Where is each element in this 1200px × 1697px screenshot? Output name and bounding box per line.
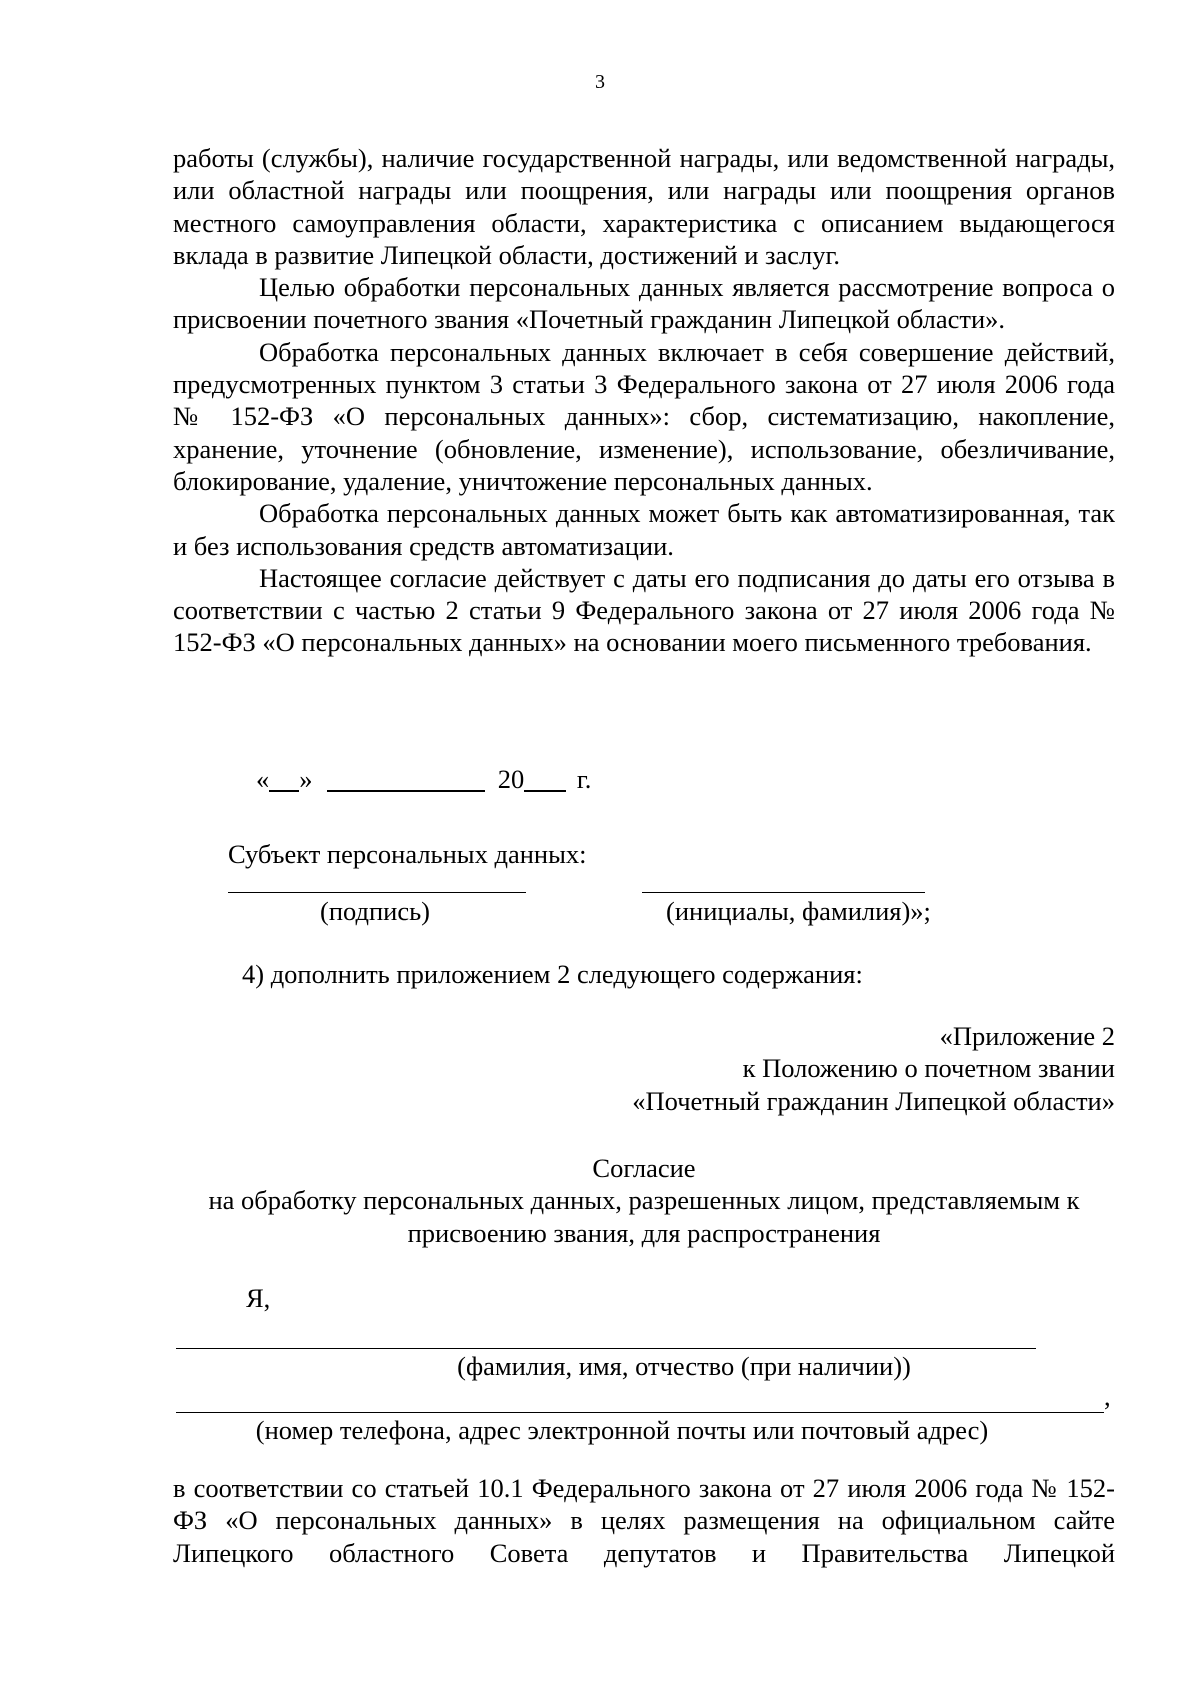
main-body-text: [173, 142, 1115, 659]
initials-line: [642, 892, 925, 893]
item-4-text: 4) дополнить приложением 2 следующего содержания:: [242, 959, 863, 989]
subject-label: Субъект персональных данных:: [228, 839, 587, 869]
consent-title-line-3: присвоению звания, для распространения: [407, 1217, 881, 1248]
date-quote-close: »: [299, 764, 313, 794]
year-blank: [524, 764, 566, 792]
final-paragraph-text: в соответствии со статьей 10.1 Федерального закона от 27 июля 2006 года № 152-ФЗ «О персональных данных» в целях размещения на официальном сайте Липецкого областного Совета депутатов и Правительства Липецкой: [173, 1473, 1115, 1568]
contact-blank-line: [176, 1412, 1104, 1413]
fio-caption: (фамилия, имя, отчество (при наличии)): [457, 1351, 911, 1381]
fio-blank-line: [176, 1348, 1036, 1349]
consent-title-line-1: Согласие: [592, 1153, 696, 1183]
signature-line: [228, 892, 526, 893]
contact-caption: (номер телефона, адрес электронной почты или почтовый адрес): [255, 1415, 989, 1445]
appendix-header: [632, 1020, 1115, 1117]
month-blank: [327, 764, 485, 792]
paragraph-awards: работы (службы), наличие государственной награды, или ведомственной награды, или областной награды или поощрения, или награды или поощрения органов местного самоуправления области, характеристика с описанием выдающегося вклада в развитие Липецкой области, достижений и заслуг.: [173, 143, 1115, 270]
consent-title: [173, 1152, 1115, 1249]
final-paragraph: [173, 1472, 1115, 1569]
name-caption: (инициалы, фамилия)»;: [666, 896, 931, 926]
consent-title-line-2: на обработку персональных данных, разрешенных лицом, представляемым к: [208, 1185, 1080, 1216]
appendix-line-1: «Приложение 2: [939, 1021, 1115, 1051]
page-number: 3: [595, 71, 605, 93]
date-line: [256, 763, 591, 795]
year-suffix: г.: [576, 764, 592, 794]
appendix-line-3: «Почетный гражданин Липецкой области»: [632, 1085, 1115, 1116]
signature-caption: (подпись): [320, 896, 431, 926]
ya-label: Я,: [246, 1283, 271, 1313]
contact-comma: ,: [1104, 1381, 1111, 1411]
appendix-line-2: к Положению о почетном звании: [742, 1053, 1115, 1084]
day-blank: [269, 764, 299, 792]
year-prefix: 20: [497, 764, 525, 794]
paragraph-processing-mode: Обработка персональных данных может быть как автоматизированная, так и без использования средств автоматизации.: [173, 498, 1115, 561]
paragraph-purpose: Целью обработки персональных данных является рассмотрение вопроса о присвоении почетного звания «Почетный гражданин Липецкой области».: [173, 272, 1115, 335]
date-quote-open: «: [256, 764, 270, 794]
paragraph-processing-actions: Обработка персональных данных включает в себя совершение действий, предусмотренных пунктом 3 статьи 3 Федерального закона от 27 июля 2006 года № 152-ФЗ «О персональных данных»: сбор, систематизацию, накопление, хранение, уточнение (обновление, изменение), использование, обезличивание, блокирование, удаление, уничтожение персональных данных.: [173, 336, 1115, 496]
paragraph-validity: Настоящее согласие действует с даты его подписания до даты его отзыва в соответствии с частью 2 статьи 9 Федерального закона от 27 июля 2006 года № 152-ФЗ «О персональных данных» на основании моего письменного требования.: [173, 562, 1115, 658]
